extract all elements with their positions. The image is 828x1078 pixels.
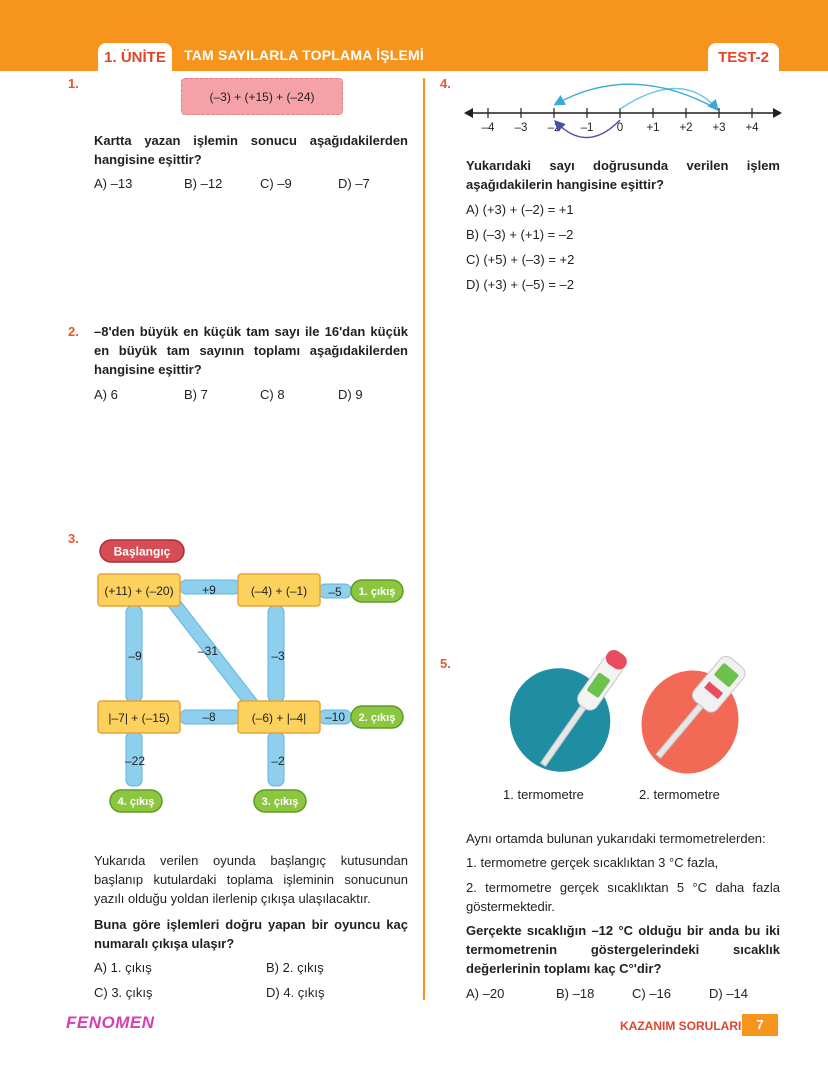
- q3-number: 3.: [68, 531, 79, 546]
- path-label-left: –9: [128, 649, 142, 663]
- exit-2-label: 2. çıkış: [358, 712, 396, 724]
- jump-arrow-0-to-3: [620, 89, 717, 110]
- tick-label: +2: [679, 122, 693, 134]
- q4-number-line: [462, 82, 786, 152]
- axis-arrow-left: [464, 108, 473, 118]
- path-label-exit1: –5: [328, 585, 342, 599]
- brand-logo: FENOMEN: [66, 1013, 155, 1032]
- tick-label: +1: [646, 122, 660, 134]
- q1-option-d[interactable]: D) –7: [338, 176, 370, 191]
- path-label-exit4: –22: [124, 754, 146, 768]
- axis-arrow-right: [773, 108, 782, 118]
- page-number: 7: [742, 1014, 778, 1036]
- q2-option-c[interactable]: C) 8: [260, 387, 285, 402]
- exit-4-label: 4. çıkış: [117, 796, 155, 808]
- q1-option-b[interactable]: B) –12: [184, 176, 223, 191]
- q1-number: 1.: [68, 76, 79, 91]
- box-top-right-label: (–4) + (–1): [250, 584, 308, 598]
- unit-title: TAM SAYILARLA TOPLAMA İŞLEMİ: [184, 47, 424, 63]
- q4-option-a[interactable]: A) (+3) + (–2) = +1: [466, 202, 574, 217]
- q2-option-d[interactable]: D) 9: [338, 387, 363, 402]
- q3-option-a[interactable]: A) 1. çıkış: [94, 960, 152, 975]
- q5-number: 5.: [440, 656, 451, 671]
- tick-label: –3: [514, 122, 528, 134]
- q4-text: Yukarıdaki sayı doğrusunda verilen işlem aşağıdakilerin hangisine eşittir?: [466, 158, 780, 192]
- q2-option-b[interactable]: B) 7: [184, 387, 208, 402]
- q3-text: Yukarıda verilen oyunda başlangıç kutusundan başlanıp kutulardaki toplama işleminin sonucunun yazılı olduğu yoldan ilerlenip çıkışa ulaşılacaktır.: [94, 853, 408, 906]
- q1-text: Kartta yazan işlemin sonucu aşağıdakilerden hangisine eşittir?: [94, 133, 408, 167]
- path-label-diagonal: –31: [197, 644, 219, 658]
- q3-option-b[interactable]: B) 2. çıkış: [266, 960, 324, 975]
- q5-line3: 2. termometre gerçek sıcaklıktan 5 °C daha fazla göstermektedir.: [466, 880, 780, 914]
- q3-question: Buna göre işlemleri doğru yapan bir oyuncu kaç numaralı çıkışa ulaşır?: [94, 917, 408, 951]
- q2-text: –8'den büyük en küçük tam sayı ile 16'dan küçük en büyük tam sayının toplamı aşağıdakilerden hangisine eşittir?: [94, 324, 408, 377]
- exit-3-label: 3. çıkış: [261, 796, 299, 808]
- q5-option-b[interactable]: B) –18: [556, 986, 595, 1001]
- q4-option-b[interactable]: B) (–3) + (+1) = –2: [466, 227, 574, 242]
- box-bottom-left-label: |–7| + (–15): [108, 711, 170, 725]
- q4-option-d[interactable]: D) (+3) + (–5) = –2: [466, 277, 575, 292]
- q3-option-d[interactable]: D) 4. çıkış: [266, 985, 325, 1000]
- path-label-bottom: –8: [202, 710, 216, 724]
- q3-option-c[interactable]: C) 3. çıkış: [94, 985, 153, 1000]
- tick-label: –2: [547, 122, 561, 134]
- q2-option-a[interactable]: A) 6: [94, 387, 118, 402]
- path-label-exit3: –2: [271, 754, 285, 768]
- q4-option-c[interactable]: C) (+5) + (–3) = +2: [466, 252, 575, 267]
- tick-label: 0: [616, 122, 624, 134]
- q3-game-diagram: [92, 536, 412, 820]
- tick-label: –4: [481, 122, 495, 134]
- q4-number: 4.: [440, 76, 451, 91]
- path-label-exit2: –10: [324, 710, 346, 724]
- q5-line2: 1. termometre gerçek sıcaklıktan 3 °C fazla,: [466, 855, 719, 870]
- q1-option-c[interactable]: C) –9: [260, 176, 292, 191]
- column-divider: [423, 78, 425, 1000]
- q5-option-d[interactable]: D) –14: [709, 986, 749, 1001]
- box-bottom-right-label: (–6) + |–4|: [251, 711, 307, 725]
- tick-label: –1: [580, 122, 594, 134]
- jump-arrow-3-to-neg2: [556, 84, 717, 109]
- q5-line1: Aynı ortamda bulunan yukarıdaki termometrelerden:: [466, 831, 766, 846]
- box-top-left-label: (+11) + (–20): [104, 584, 174, 598]
- test-tab: TEST-2: [708, 43, 779, 71]
- q2-number: 2.: [68, 324, 79, 339]
- q5-option-a[interactable]: A) –20: [466, 986, 505, 1001]
- q1-card: (–3) + (+15) + (–24): [181, 78, 343, 115]
- thermo2-label: 2. termometre: [639, 787, 720, 802]
- unit-tab: 1. ÜNİTE: [98, 43, 172, 71]
- tick-label: +4: [745, 122, 759, 134]
- q5-thermometers: [500, 650, 750, 780]
- start-label: Başlangıç: [113, 544, 171, 559]
- q5-question: Gerçekte sıcaklığın –12 °C olduğu bir anda bu iki termometrenin göstergelerindeki sıcaklık değerlerinin toplamı kaç C°'dir?: [466, 923, 780, 976]
- path-label-top: +9: [202, 583, 216, 597]
- exit-1-label: 1. çıkış: [358, 586, 396, 598]
- path-label-right: –3: [271, 649, 285, 663]
- tick-label: +3: [712, 122, 726, 134]
- q1-option-a[interactable]: A) –13: [94, 176, 133, 191]
- thermo1-label: 1. termometre: [503, 787, 584, 802]
- axis-ticks: [482, 108, 760, 134]
- footer-label: KAZANIM SORULARI: [620, 1019, 742, 1033]
- q5-option-c[interactable]: C) –16: [632, 986, 672, 1001]
